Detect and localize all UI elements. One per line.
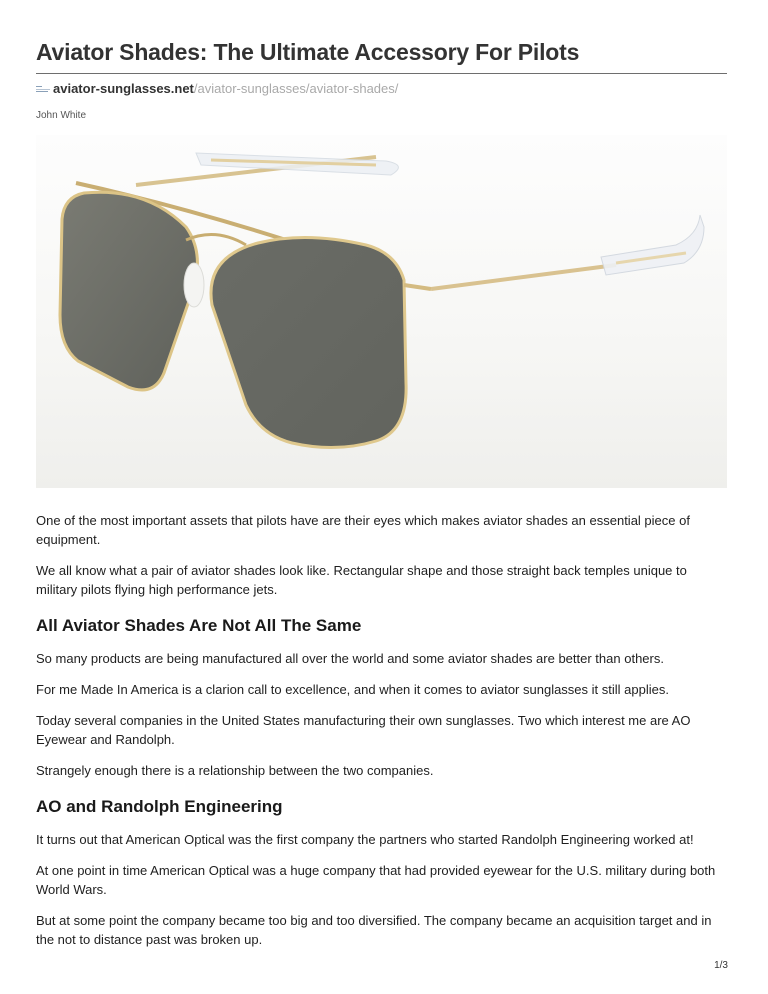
hero-image — [36, 135, 727, 488]
source-path[interactable]: /aviator-sunglasses/aviator-shades/ — [193, 81, 399, 96]
page-number: 1/3 — [714, 960, 728, 971]
aviator-sunglasses-image — [36, 135, 727, 488]
author-name: John White — [36, 110, 87, 121]
paragraph: At one point in time American Optical was a huge company that had provided eyewear for the U.S. military during both World Wars. — [36, 863, 716, 897]
section-heading: All Aviator Shades Are Not All The Same — [36, 616, 362, 635]
paragraph: Today several companies in the United States manufacturing their own sunglasses. Two which interest me are AO Eyewear and Randolph. — [36, 713, 691, 747]
title-divider — [36, 73, 727, 74]
source-domain[interactable]: aviator-sunglasses.net — [53, 81, 194, 96]
paragraph: Strangely enough there is a relationship between the two companies. — [36, 763, 434, 778]
section-heading: AO and Randolph Engineering — [36, 797, 283, 816]
source-link[interactable] — [36, 81, 398, 97]
paragraph: But at some point the company became too big and too diversified. The company became an acquisition target and in the not to distance past was broken up. — [36, 913, 712, 947]
paragraph: It turns out that American Optical was the first company the partners who started Randolph Engineering worked at! — [36, 832, 694, 847]
paragraph: One of the most important assets that pilots have are their eyes which makes aviator shades an essential piece of equipment. — [36, 513, 690, 547]
paragraph: For me Made In America is a clarion call to excellence, and when it comes to aviator sunglasses it still applies. — [36, 682, 669, 697]
paragraph: So many products are being manufactured all over the world and some aviator shades are better than others. — [36, 651, 664, 666]
page-title: Aviator Shades: The Ultimate Accessory For Pilots — [36, 39, 580, 65]
paragraph: We all know what a pair of aviator shades look like. Rectangular shape and those straight back temples unique to military pilots flying high performance jets. — [36, 563, 687, 597]
site-favicon-icon — [36, 85, 50, 93]
article-body — [36, 511, 727, 961]
